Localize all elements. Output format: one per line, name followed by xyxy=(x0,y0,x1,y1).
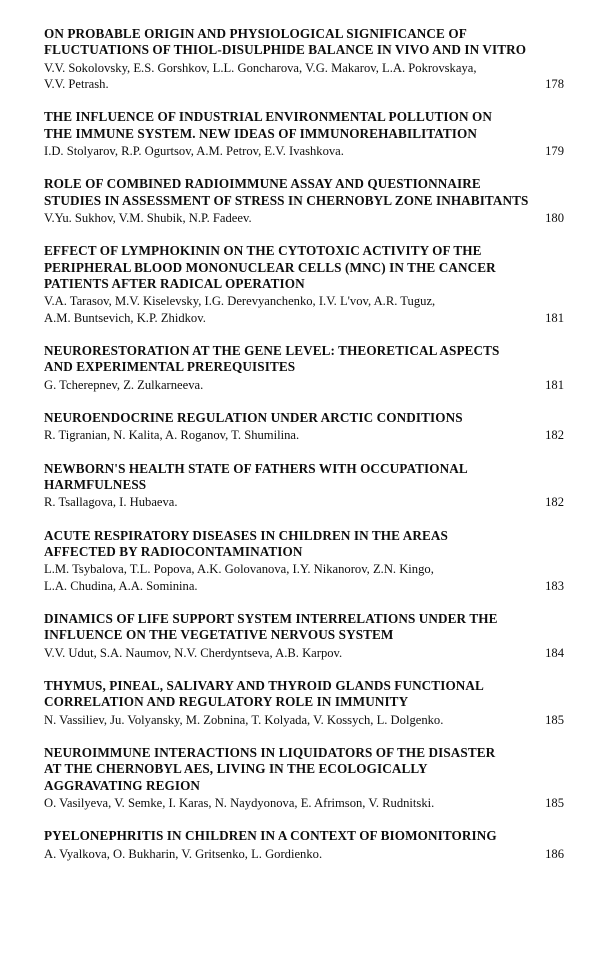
entry-authors xyxy=(44,210,564,226)
entry-title-line: STUDIES IN ASSESSMENT OF STRESS IN CHERNOBYL ZONE INHABITANTS xyxy=(44,192,529,208)
entry-authors xyxy=(44,377,564,393)
entry-title-line: THYMUS, PINEAL, SALIVARY AND THYROID GLANDS FUNCTIONAL xyxy=(44,677,484,693)
abstract-entry xyxy=(44,243,564,326)
entry-title-line: ON PROBABLE ORIGIN AND PHYSIOLOGICAL SIGNIFICANCE OF xyxy=(44,26,467,41)
entry-authors-line: V.V. Petrash. xyxy=(44,77,109,92)
entry-title-line: FLUCTUATIONS OF THIOL-DISULPHIDE BALANCE IN VIVO AND IN VITRO xyxy=(44,42,527,58)
entry-authors xyxy=(44,143,564,159)
entry-title-line: ACUTE RESPIRATORY DISEASES IN CHILDREN IN THE AREAS xyxy=(44,527,448,543)
entry-title-line: PERIPHERAL BLOOD MONONUCLEAR CELLS (MNC) IN THE CANCER xyxy=(44,259,496,275)
entry-title xyxy=(44,528,564,561)
abstract-entry xyxy=(44,678,564,728)
entry-page-number: 181 xyxy=(545,377,564,392)
entry-authors-line: G. Tcherepnev, Z. Zulkarneeva. xyxy=(44,377,204,392)
entry-title-line: AFFECTED BY RADIOCONTAMINATION xyxy=(44,543,303,559)
entry-title xyxy=(44,461,564,494)
entry-title-line: PATIENTS AFTER RADICAL OPERATION xyxy=(44,276,305,292)
entry-title xyxy=(44,678,564,711)
entry-title-line: NEUROENDOCRINE REGULATION UNDER ARCTIC CONDITIONS xyxy=(44,409,463,425)
entry-title xyxy=(44,109,564,142)
entry-authors xyxy=(44,427,564,443)
entry-page-number: 186 xyxy=(545,846,564,861)
entry-authors-line: L.M. Tsybalova, T.L. Popova, A.K. Golovanova, I.Y. Nikanorov, Z.N. Kingo, xyxy=(44,562,434,577)
abstract-entry xyxy=(44,828,564,862)
entry-authors xyxy=(44,846,564,862)
entry-title xyxy=(44,343,564,376)
abstract-entry xyxy=(44,109,564,159)
entry-authors-line: V.V. Sokolovsky, E.S. Gorshkov, L.L. Goncharova, V.G. Makarov, L.A. Pokrovskaya, xyxy=(44,60,477,75)
entry-page-number: 185 xyxy=(545,712,564,727)
entry-title-line: THE IMMUNE SYSTEM. NEW IDEAS OF IMMUNOREHABILITATION xyxy=(44,125,477,141)
entry-title-line: INFLUENCE ON THE VEGETATIVE NERVOUS SYSTEM xyxy=(44,627,394,643)
entry-page-number: 178 xyxy=(545,77,564,91)
abstract-entry-list xyxy=(44,26,564,879)
entry-title xyxy=(44,828,564,844)
entry-authors xyxy=(44,645,564,661)
abstract-entry xyxy=(44,176,564,226)
abstract-entry xyxy=(44,343,564,393)
entry-page-number: 182 xyxy=(545,428,564,443)
entry-title-line: NEURORESTORATION AT THE GENE LEVEL: THEORETICAL ASPECTS xyxy=(44,342,500,358)
entry-title xyxy=(44,26,564,59)
abstract-entry xyxy=(44,745,564,811)
entry-page-number: 185 xyxy=(545,795,564,810)
entry-authors-line: V.Yu. Sukhov, V.M. Shubik, N.P. Fadeev. xyxy=(44,211,252,226)
entry-authors-line: R. Tsallagova, I. Hubaeva. xyxy=(44,495,178,510)
entry-authors-line: R. Tigranian, N. Kalita, A. Roganov, T. Shumilina. xyxy=(44,428,300,443)
entry-authors-line: I.D. Stolyarov, R.P. Ogurtsov, A.M. Petrov, E.V. Ivashkova. xyxy=(44,144,344,159)
entry-title xyxy=(44,611,564,644)
entry-authors-line: L.A. Chudina, A.A. Sominina. xyxy=(44,578,198,593)
abstract-entry xyxy=(44,611,564,661)
entry-title-line: DINAMICS OF LIFE SUPPORT SYSTEM INTERRELATIONS UNDER THE xyxy=(44,610,498,626)
entry-title-line: NEWBORN'S HEALTH STATE OF FATHERS WITH OCCUPATIONAL xyxy=(44,460,468,476)
entry-authors xyxy=(44,293,564,325)
entry-page-number: 184 xyxy=(545,645,564,660)
entry-title xyxy=(44,176,564,209)
entry-authors xyxy=(44,795,564,811)
abstract-entry xyxy=(44,528,564,594)
abstract-entry xyxy=(44,26,564,92)
entry-title-line: CORRELATION AND REGULATORY ROLE IN IMMUNITY xyxy=(44,694,409,710)
entry-title-line: AT THE CHERNOBYL AES, LIVING IN THE ECOLOGICALLY xyxy=(44,761,428,777)
entry-title-line: ROLE OF COMBINED RADIOIMMUNE ASSAY AND QUESTIONNAIRE xyxy=(44,176,481,192)
entry-page-number: 182 xyxy=(545,495,564,510)
entry-authors-line: N. Vassiliev, Ju. Volyansky, M. Zobnina, T. Kolyada, V. Kossych, L. Dolgenko. xyxy=(44,712,444,727)
entry-title xyxy=(44,410,564,426)
abstract-entry xyxy=(44,461,564,511)
entry-title-line: THE INFLUENCE OF INDUSTRIAL ENVIRONMENTAL POLLUTION ON xyxy=(44,109,492,125)
entry-page-number: 179 xyxy=(545,144,564,159)
entry-title-line: EFFECT OF LYMPHOKININ ON THE CYTOTOXIC ACTIVITY OF THE xyxy=(44,243,482,259)
entry-title-line: AND EXPERIMENTAL PREREQUISITES xyxy=(44,359,296,375)
entry-authors-line: V.A. Tarasov, M.V. Kiselevsky, I.G. Derevyanchenko, I.V. L'vov, A.R. Tuguz, xyxy=(44,294,436,309)
entry-title xyxy=(44,243,564,292)
entry-title-line: AGGRAVATING REGION xyxy=(44,777,201,793)
abstract-entry xyxy=(44,410,564,444)
entry-authors xyxy=(44,561,564,593)
entry-page-number: 180 xyxy=(545,211,564,226)
entry-authors xyxy=(44,712,564,728)
entry-title-line: HARMFULNESS xyxy=(44,476,147,492)
entry-title-line: PYELONEPHRITIS IN CHILDREN IN A CONTEXT OF BIOMONITORING xyxy=(44,828,497,844)
entry-authors xyxy=(44,494,564,510)
entry-authors-line: O. Vasilyeva, V. Semke, I. Karas, N. Naydyonova, E. Afrimson, V. Rudnitski. xyxy=(44,795,435,810)
entry-title xyxy=(44,745,564,794)
entry-authors-line: A.M. Buntsevich, K.P. Zhidkov. xyxy=(44,310,206,325)
entry-authors xyxy=(44,60,564,92)
entry-authors-line: A. Vyalkova, O. Bukharin, V. Gritsenko, L. Gordienko. xyxy=(44,846,323,861)
entry-page-number: 181 xyxy=(545,310,564,325)
entry-authors-line: V.V. Udut, S.A. Naumov, N.V. Cherdyntseva, A.B. Karpov. xyxy=(44,645,343,660)
entry-page-number: 183 xyxy=(545,578,564,593)
entry-title-line: NEUROIMMUNE INTERACTIONS IN LIQUIDATORS OF THE DISASTER xyxy=(44,744,496,760)
